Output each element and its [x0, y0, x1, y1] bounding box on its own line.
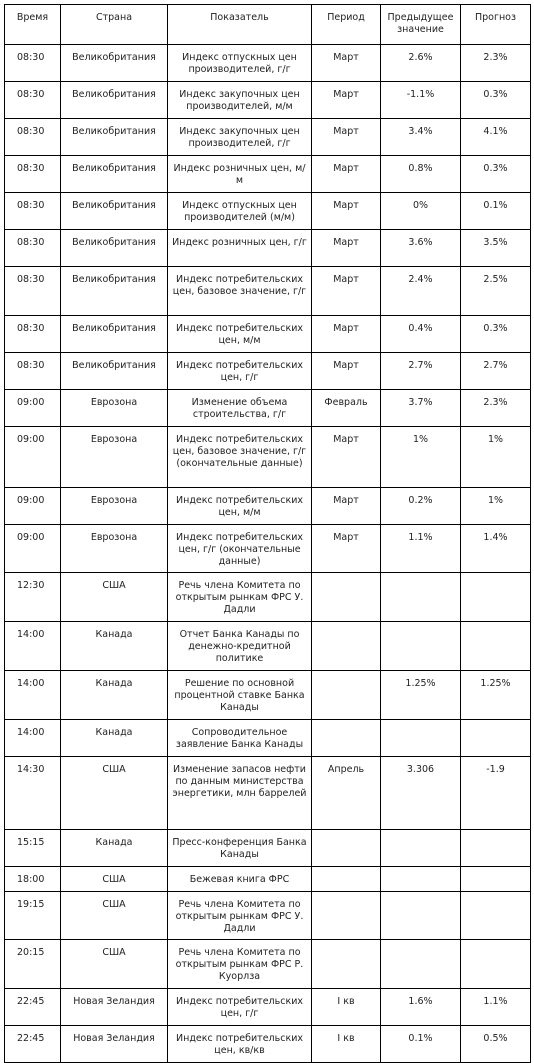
forecast-cell	[461, 830, 531, 867]
period-cell: Март	[312, 316, 381, 353]
previous-value-cell	[381, 622, 461, 671]
period-cell	[312, 573, 381, 622]
table-row	[5, 119, 531, 156]
indicator-cell: Пресс-конференция Банка Канады	[168, 830, 312, 867]
previous-value-cell: 0.1%	[381, 1026, 461, 1063]
country-cell: Великобритания	[61, 230, 168, 267]
forecast-cell: 1.25%	[461, 671, 531, 720]
forecast-cell: 0.3%	[461, 82, 531, 119]
forecast-cell: 0.3%	[461, 316, 531, 353]
indicator-cell: Бежевая книга ФРС	[168, 867, 312, 892]
forecast-cell	[461, 573, 531, 622]
period-cell: Март	[312, 427, 381, 488]
table-row	[5, 230, 531, 267]
indicator-cell: Индекс закупочных цен производителей, г/г	[168, 119, 312, 156]
previous-value-cell	[381, 720, 461, 757]
table-row	[5, 940, 531, 989]
forecast-cell: 1.1%	[461, 989, 531, 1026]
forecast-cell: 2.5%	[461, 267, 531, 316]
time-cell: 09:00	[5, 390, 61, 427]
period-cell: I кв	[312, 989, 381, 1026]
previous-value-cell: 0.4%	[381, 316, 461, 353]
time-cell: 08:30	[5, 267, 61, 316]
period-cell	[312, 892, 381, 940]
country-cell: Великобритания	[61, 316, 168, 353]
period-cell: Март	[312, 525, 381, 573]
previous-value-cell: 0%	[381, 193, 461, 230]
indicator-cell: Индекс отпускных цен производителей (м/м)	[168, 193, 312, 230]
country-cell: Новая Зеландия	[61, 989, 168, 1026]
indicator-cell: Речь члена Комитета по открытым рынкам ФРС У. Дадли	[168, 892, 312, 940]
table-row	[5, 193, 531, 230]
header-indicator: Показатель	[168, 5, 312, 45]
time-cell: 22:45	[5, 1026, 61, 1063]
indicator-cell: Речь члена Комитета по открытым рынкам ФРС Р. Куорлза	[168, 940, 312, 989]
time-cell: 15:15	[5, 830, 61, 867]
previous-value-cell: 3.4%	[381, 119, 461, 156]
forecast-cell	[461, 720, 531, 757]
country-cell: Великобритания	[61, 119, 168, 156]
country-cell: Канада	[61, 720, 168, 757]
period-cell	[312, 671, 381, 720]
previous-value-cell	[381, 573, 461, 622]
header-country: Страна	[61, 5, 168, 45]
period-cell	[312, 830, 381, 867]
previous-value-cell: 3.6%	[381, 230, 461, 267]
country-cell: Великобритания	[61, 82, 168, 119]
country-cell: Великобритания	[61, 156, 168, 193]
table-row	[5, 82, 531, 119]
table-row	[5, 353, 531, 390]
forecast-cell: -1.9	[461, 757, 531, 830]
country-cell: Великобритания	[61, 267, 168, 316]
table-row	[5, 622, 531, 671]
forecast-cell	[461, 622, 531, 671]
time-cell: 22:45	[5, 989, 61, 1026]
indicator-cell: Индекс потребительских цен, г/г	[168, 353, 312, 390]
table-row	[5, 488, 531, 525]
indicator-cell: Отчет Банка Канады по денежно-кредитной политике	[168, 622, 312, 671]
time-cell: 08:30	[5, 353, 61, 390]
period-cell	[312, 940, 381, 989]
previous-value-cell: 0.2%	[381, 488, 461, 525]
forecast-cell: 0.1%	[461, 193, 531, 230]
indicator-cell: Индекс потребительских цен, м/м	[168, 488, 312, 525]
period-cell	[312, 622, 381, 671]
country-cell: Еврозона	[61, 525, 168, 573]
indicator-cell: Индекс потребительских цен, г/г (окончательные данные)	[168, 525, 312, 573]
forecast-cell: 0.5%	[461, 1026, 531, 1063]
table-row	[5, 45, 531, 82]
economic-calendar-table	[4, 4, 531, 1063]
time-cell: 08:30	[5, 230, 61, 267]
table-row	[5, 671, 531, 720]
previous-value-cell	[381, 940, 461, 989]
indicator-cell: Сопроводительное заявление Банка Канады	[168, 720, 312, 757]
indicator-cell: Индекс потребительских цен, базовое значение, г/г (окончательные данные)	[168, 427, 312, 488]
country-cell: Канада	[61, 671, 168, 720]
previous-value-cell	[381, 830, 461, 867]
time-cell: 09:00	[5, 525, 61, 573]
forecast-cell: 2.3%	[461, 390, 531, 427]
period-cell: Апрель	[312, 757, 381, 830]
table-row	[5, 156, 531, 193]
previous-value-cell: 1%	[381, 427, 461, 488]
forecast-cell	[461, 892, 531, 940]
time-cell: 14:30	[5, 757, 61, 830]
time-cell: 09:00	[5, 427, 61, 488]
indicator-cell: Решение по основной процентной ставке Банка Канады	[168, 671, 312, 720]
time-cell: 20:15	[5, 940, 61, 989]
forecast-cell	[461, 940, 531, 989]
period-cell: Февраль	[312, 390, 381, 427]
forecast-cell: 1%	[461, 427, 531, 488]
country-cell: США	[61, 892, 168, 940]
table-row	[5, 390, 531, 427]
previous-value-cell	[381, 892, 461, 940]
table-row	[5, 427, 531, 488]
table-row	[5, 989, 531, 1026]
period-cell: Март	[312, 488, 381, 525]
country-cell: США	[61, 867, 168, 892]
period-cell: Март	[312, 193, 381, 230]
forecast-cell: 3.5%	[461, 230, 531, 267]
time-cell: 08:30	[5, 193, 61, 230]
country-cell: Канада	[61, 830, 168, 867]
previous-value-cell: 3.7%	[381, 390, 461, 427]
indicator-cell: Индекс розничных цен, м/м	[168, 156, 312, 193]
time-cell: 08:30	[5, 45, 61, 82]
period-cell	[312, 867, 381, 892]
period-cell: Март	[312, 45, 381, 82]
table-body	[5, 45, 531, 1063]
country-cell: Еврозона	[61, 390, 168, 427]
previous-value-cell: 1.1%	[381, 525, 461, 573]
country-cell: США	[61, 573, 168, 622]
table-row	[5, 830, 531, 867]
table-row	[5, 867, 531, 892]
table-row	[5, 525, 531, 573]
indicator-cell: Индекс отпускных цен производителей, г/г	[168, 45, 312, 82]
indicator-cell: Речь члена Комитета по открытым рынкам ФРС У. Дадли	[168, 573, 312, 622]
previous-value-cell: 2.4%	[381, 267, 461, 316]
indicator-cell: Индекс потребительских цен, м/м	[168, 316, 312, 353]
period-cell: Март	[312, 119, 381, 156]
indicator-cell: Индекс потребительских цен, базовое значение, г/г	[168, 267, 312, 316]
header-time: Время	[5, 5, 61, 45]
forecast-cell	[461, 867, 531, 892]
header-period: Период	[312, 5, 381, 45]
time-cell: 14:00	[5, 671, 61, 720]
indicator-cell: Изменение объема строительства, г/г	[168, 390, 312, 427]
forecast-cell: 1%	[461, 488, 531, 525]
previous-value-cell: 1.6%	[381, 989, 461, 1026]
period-cell: Март	[312, 353, 381, 390]
indicator-cell: Индекс потребительских цен, г/г	[168, 989, 312, 1026]
previous-value-cell: 0.8%	[381, 156, 461, 193]
period-cell: Март	[312, 267, 381, 316]
period-cell: Март	[312, 230, 381, 267]
country-cell: Канада	[61, 622, 168, 671]
header-row	[5, 5, 531, 45]
country-cell: Великобритания	[61, 353, 168, 390]
previous-value-cell: 2.6%	[381, 45, 461, 82]
table-row	[5, 720, 531, 757]
time-cell: 09:00	[5, 488, 61, 525]
time-cell: 08:30	[5, 316, 61, 353]
country-cell: Еврозона	[61, 427, 168, 488]
table-row	[5, 316, 531, 353]
time-cell: 14:00	[5, 720, 61, 757]
table-row	[5, 892, 531, 940]
indicator-cell: Индекс розничных цен, г/г	[168, 230, 312, 267]
previous-value-cell: 1.25%	[381, 671, 461, 720]
period-cell: Март	[312, 82, 381, 119]
forecast-cell: 2.7%	[461, 353, 531, 390]
forecast-cell: 2.3%	[461, 45, 531, 82]
previous-value-cell: 2.7%	[381, 353, 461, 390]
country-cell: США	[61, 757, 168, 830]
indicator-cell: Изменение запасов нефти по данным министерства энергетики, млн баррелей	[168, 757, 312, 830]
time-cell: 08:30	[5, 119, 61, 156]
forecast-cell: 0.3%	[461, 156, 531, 193]
table-row	[5, 1026, 531, 1063]
table-row	[5, 757, 531, 830]
previous-value-cell: -1.1%	[381, 82, 461, 119]
table-header	[5, 5, 531, 45]
period-cell: I кв	[312, 1026, 381, 1063]
time-cell: 08:30	[5, 156, 61, 193]
time-cell: 08:30	[5, 82, 61, 119]
time-cell: 19:15	[5, 892, 61, 940]
country-cell: Великобритания	[61, 193, 168, 230]
country-cell: США	[61, 940, 168, 989]
table-row	[5, 267, 531, 316]
previous-value-cell	[381, 867, 461, 892]
previous-value-cell: 3.306	[381, 757, 461, 830]
country-cell: Еврозона	[61, 488, 168, 525]
forecast-cell: 1.4%	[461, 525, 531, 573]
period-cell	[312, 720, 381, 757]
header-forecast: Прогноз	[461, 5, 531, 45]
indicator-cell: Индекс потребительских цен, кв/кв	[168, 1026, 312, 1063]
country-cell: Новая Зеландия	[61, 1026, 168, 1063]
country-cell: Великобритания	[61, 45, 168, 82]
table-row	[5, 573, 531, 622]
time-cell: 14:00	[5, 622, 61, 671]
header-previous: Предыдущее значение	[381, 5, 461, 45]
time-cell: 12:30	[5, 573, 61, 622]
indicator-cell: Индекс закупочных цен производителей, м/м	[168, 82, 312, 119]
forecast-cell: 4.1%	[461, 119, 531, 156]
time-cell: 18:00	[5, 867, 61, 892]
period-cell: Март	[312, 156, 381, 193]
